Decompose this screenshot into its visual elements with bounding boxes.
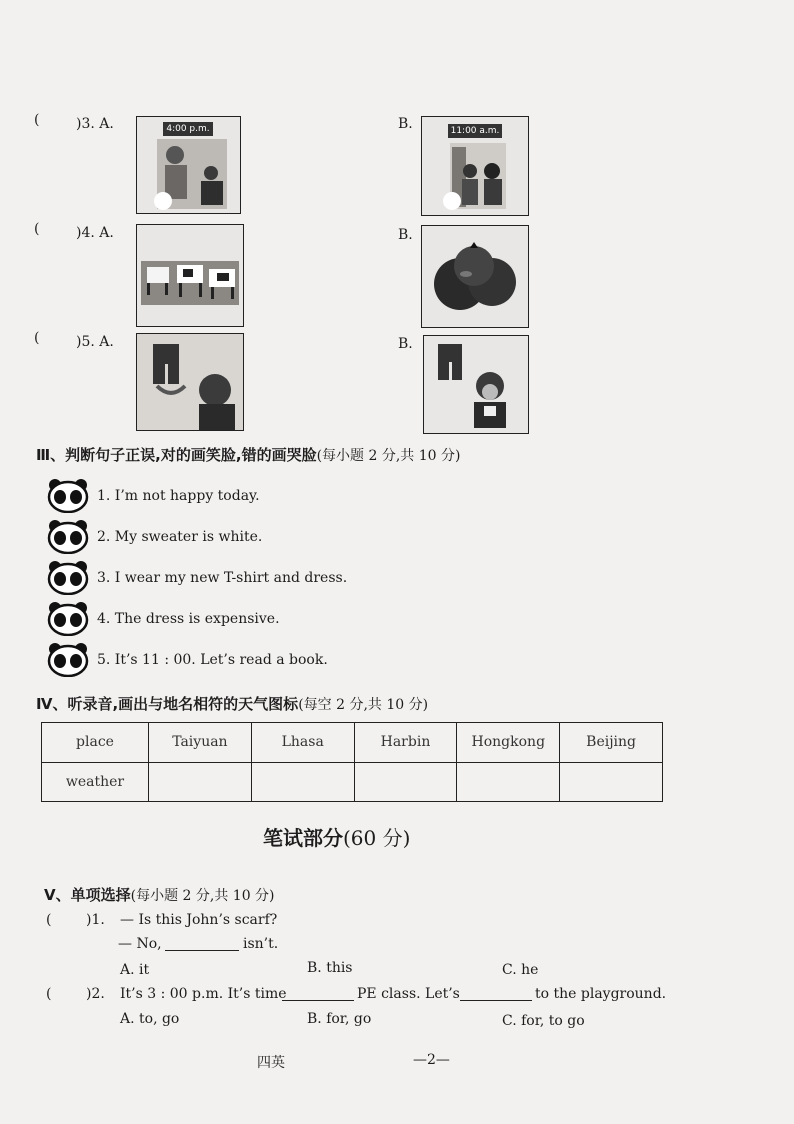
picture-3a [136,116,241,214]
answer-blank[interactable] [460,988,532,1001]
header-cell: Hongkong [457,723,560,763]
header-cell: Beijing [560,723,663,763]
section-5-score: (每小题 2 分,共 10 分) [130,888,275,904]
judgement-sentence: 4. The dress is expensive. [97,611,280,627]
header-cell: Harbin [354,723,457,763]
header-cell: Taiyuan [149,723,252,763]
pants-man-illustration [137,334,243,430]
question-text: — No, [118,936,162,952]
item-number: )5. A. [76,334,114,350]
judgement-sentence: 5. It’s 11 : 00. Let’s read a book. [97,652,328,668]
header-cell: Lhasa [251,723,354,763]
row-label: weather [42,762,149,802]
option-b-label: B. [398,336,413,352]
teacher-students-illustration [137,117,240,213]
written-part-title [263,822,410,851]
table-header-row [42,723,663,763]
panda-face-icon[interactable] [46,641,90,677]
section-4-title: Ⅳ、听录音,画出与地名相符的天气图标 [36,695,299,713]
option-a[interactable]: A. it [120,962,150,978]
panda-face-icon[interactable] [46,600,90,636]
answer-bracket[interactable]: ( [34,330,40,346]
kids-at-door-illustration [422,117,528,215]
table-row [42,762,663,802]
picture-4b [421,225,529,328]
question-text: PE class. Let’s [357,986,460,1002]
answer-blank[interactable] [165,938,239,951]
picture-4a [136,224,244,327]
weather-answer-cell[interactable] [560,762,663,802]
header-cell: place [42,723,149,763]
judgement-sentence: 2. My sweater is white. [97,529,263,545]
weather-answer-cell[interactable] [149,762,252,802]
panda-face-icon[interactable] [46,518,90,554]
page-number: —2— [413,1052,450,1068]
section-4-score: (每空 2 分,共 10 分) [298,697,429,713]
section-4-heading [36,693,428,714]
section-3-title: Ⅲ、判断句子正误,对的画笑脸,错的画哭脸 [36,446,317,464]
item-number: )4. A. [76,225,114,241]
section-5-heading [44,884,275,905]
option-b-label: B. [398,227,413,243]
answer-bracket[interactable]: ( [46,986,52,1002]
panda-face-icon[interactable] [46,477,90,513]
answer-bracket[interactable]: ( [34,221,40,237]
clock-caption: 11:00 a.m. [448,124,502,138]
written-part-score: (60 分) [343,826,411,850]
question-number: )2. [86,986,105,1002]
weather-answer-cell[interactable] [354,762,457,802]
weather-answer-cell[interactable] [251,762,354,802]
item-number: )3. A. [76,116,114,132]
option-b-label: B. [398,116,413,132]
option-a[interactable]: A. to, go [120,1011,180,1027]
question-text: — Is this John’s scarf? [120,912,278,928]
picture-5b [423,335,529,434]
option-c[interactable]: C. for, to go [502,1013,585,1029]
question-text: isn’t. [243,936,279,952]
answer-blank[interactable] [282,988,354,1001]
footer-label: 四英 [257,1055,285,1071]
section-3-heading [36,444,460,465]
option-b[interactable]: B. for, go [307,1011,372,1027]
weather-table [41,722,663,802]
picture-3b [421,116,529,216]
question-text: to the playground. [535,986,667,1002]
panda-face-icon[interactable] [46,559,90,595]
clock-caption: 4:00 p.m. [163,122,213,136]
written-part-label: 笔试部分 [263,826,343,850]
tomatoes-illustration [422,226,528,327]
question-text: It’s 3 : 00 p.m. It’s time [120,986,287,1002]
answer-bracket[interactable]: ( [34,112,40,128]
option-c[interactable]: C. he [502,962,539,978]
section-3-score: (每小题 2 分,共 10 分) [316,448,461,464]
section-5-title: Ⅴ、单项选择 [44,886,131,904]
picture-5a [136,333,244,431]
judgement-sentence: 3. I wear my new T-shirt and dress. [97,570,348,586]
judgement-sentence: 1. I’m not happy today. [97,488,260,504]
answer-bracket[interactable]: ( [46,912,52,928]
option-b[interactable]: B. this [307,960,353,976]
weather-answer-cell[interactable] [457,762,560,802]
question-number: )1. [86,912,105,928]
pants-boy-illustration [424,336,528,433]
cows-illustration [137,225,243,326]
